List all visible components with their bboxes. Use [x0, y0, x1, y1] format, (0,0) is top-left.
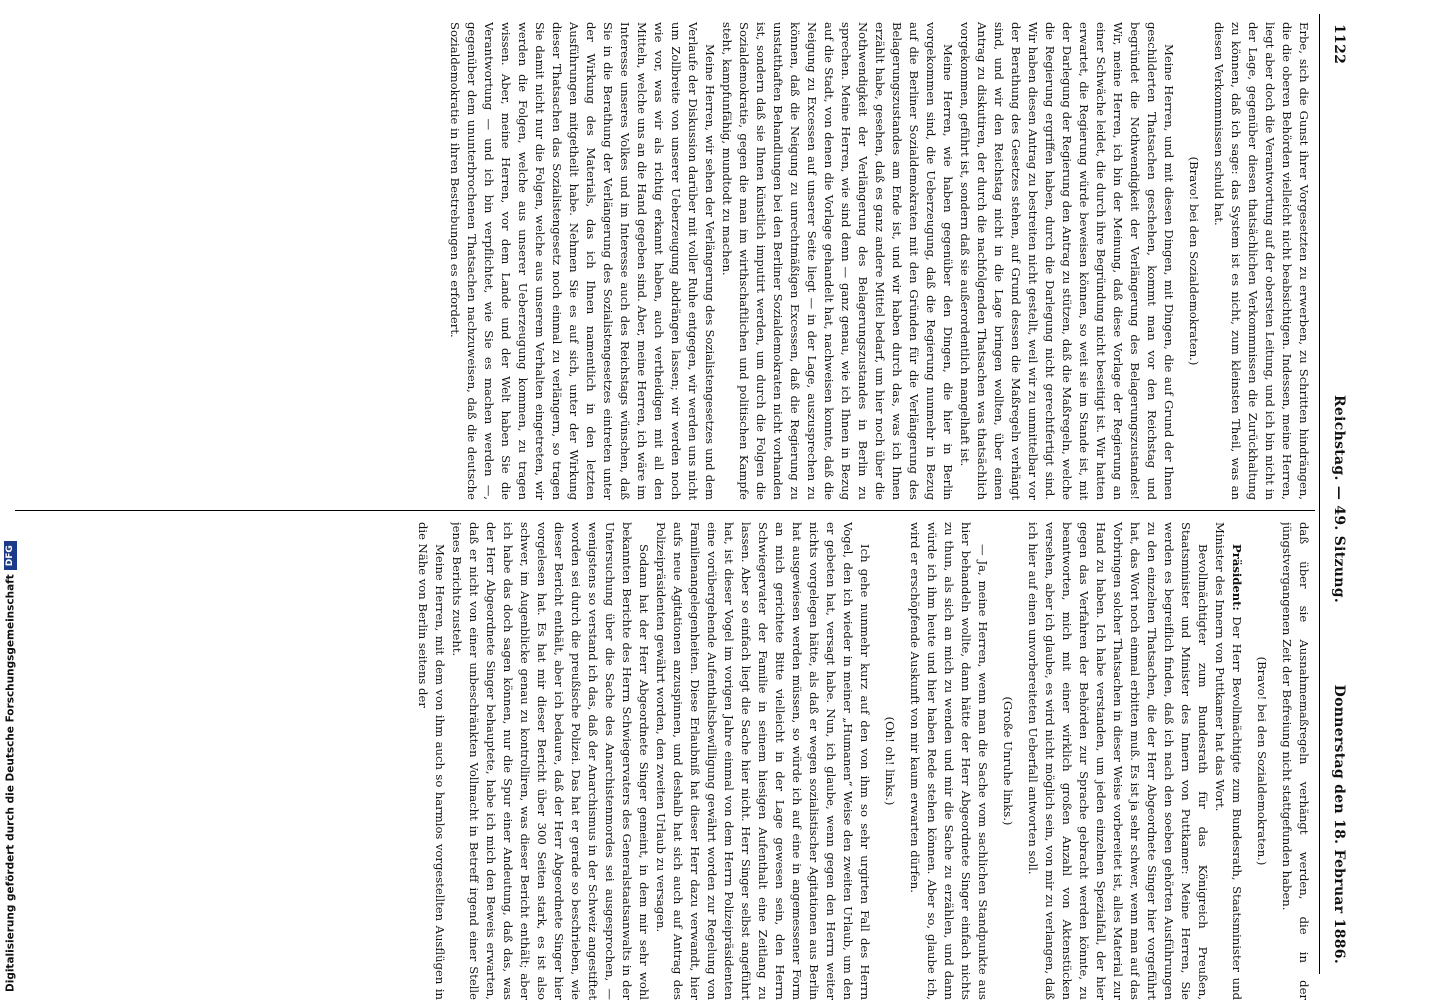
paragraph: Sodann hat der Herr Abgeordnete Singer gemeint, in dem mir sehr wohl bekannten Berichte des Herrn Schwiegervaters des Generalstaatsanwalts in der Untersuchung über die Sache des Anarchistenmordes sei ausgesprochen, — wenigstens so verstand ich das, daß der Anarchismus in der Schweiz angestiftet worden sei durch die preußische Polizei. Das hat er gerade so beschrieben, wie dieser Bericht enthält, aber ich bedaure, daß der Herr Abgeordnete Singer hier vorgelesen hat. Es hat mir dieser Bericht über 300 Seiten stark, es ist also schwer, im Augenblicke genau zu kontrolliren, was dieser Bericht enthält; aber ich habe das doch sagen können, nur die Spur einer Andeutung, daß das, was der Herr Abgeordnete Singer behauptete, habe ich mich den Beweis erwarten, daß er nicht von einer unbeschränkten Vollmacht in Betreff irgend einer Stelle jenes Berichts zusteht. [450, 522, 651, 1000]
paragraph: Erbe, sich die Gunst ihrer Vorgesetzten zu erwerben, zu Schritten hindrängen, die die oberen Behörden vielleicht nicht beabsichtigen. Indessen, meine Herren, liegt aber doch die Verantwortung auf der obersten Leitung, und ich bin nicht in der Lage, gegenüber diesen thatsächlichen Verkommnissen die Zurückhaltung zu können, daß ich sage: das System ist es nicht, zum kleinsten Theil, was an diesen Verkommnissen schuld hat. [1212, 22, 1311, 500]
paragraph: Meine Herren, und mit diesen Dingen, mit Dingen, die auf Grund der Ihnen geschilderten Thatsachen geschehen, kommt man vor den Reichstag und begründet die Nothwendigkeit der Verlängerung des Belagerungszustandes! Wir, meine Herren, ich bin der Meinung, daß diese Vorlage der Regierung an einer Schwäche leidet, die durch ihre Begründung nicht beseitigt ist. Wir hatten erwartet, die Regierung würde beweisen können, so weit sie im Stande ist, mit der Darlegung der Regierung den Antrag zu stützen, daß die Maßregeln, welche die Regierung ergriffen haben, durch die Darlegung nicht gerechtfertigt sind. Wir haben diesen Antrag zu bestreiten nicht gestellt, weil wir zu unmittelbar vor der Berathung des Gesetzes stehen, auf Grund dessen die Maßregeln verhängt sind, und wir den Reichstag nicht in die Lage bringen wollten, über einen Antrag zu diskutiren, der durch die nachfolgenden Thatsachen was thatsächlich vorgekommen, geführt ist, sondern daß sie außerordentlich mangelhaft ist. [958, 22, 1176, 500]
interjection: (Oh! oh! links.) [883, 716, 897, 806]
interjection: (Bravo! bei den Sozialdemokraten.) [1255, 656, 1269, 866]
interjection: (Bravo! bei den Sozialdemokraten.) [1187, 156, 1201, 366]
speaker-text: Meine Herren, Sie werden es begreiflich finden, daß ich nach den soeben gehörten Ausführungen zu den einzelnen Thatsachen, die der Herr Abgeordnete Singer hier vorgeführt hat, das Wort noch einmal erbitten muß. Es ist ja sehr schwer, wenn man auf das Vorbringen solcher Thatsachen in dieser Weise vorbereitet ist, alles Material zur Hand zu haben. Ich habe verstanden, um jeden einzelnen Spezialfall, der hier gegen das Verfahren der Behörden zur Sprache gebracht werden könnte, zu beantworten, mich mit einer wirklich großen Anzahl von Aktenstücken versehen, aber ich glaube, es wird nicht möglich sein, von mir zu verlangen, daß ich hier auf einen unvorbereiteten Ueberfall antworten soll. [1026, 522, 1193, 1000]
speaker-text: Der Herr Bevollmächtigte zum Bundesrath, Staatsminister und Minister des Innern von Puttkamer hat das Wort. [1213, 522, 1244, 1000]
column-divider [15, 510, 1315, 511]
paragraph: Meine Herren, wie haben gegenüber den Dingen, die hier in Berlin vorgekommen sind, die Ueberzeugung, daß die Regierung nunmehr in Bezug auf die Berliner Sozialdemokraten mit den Gründen für die Verlängerung des Belagerungszustandes am Ende ist, und wir haben durch das, was ich Ihnen erzählt habe, gesehen, daß es ganz andere Mittel bedarf, um hier noch über die Nothwendigkeit der Verlängerung des Belagerungszustandes in Berlin zu sprechen. Meine Herren, wie sind denn — ganz genau, wie ich Ihnen in Bezug auf die Stadt, von denen die Vorlage gehandelt hat, nachweisen konnte, daß die Neigung zu Excessen auf unserer Seite liegt — in der Lage, auszusprechen zu können, daß die Neigung zu unrechtmäßigen Excessen, daß die Regierung zu unstatthaften Behandlungen bei den Berliner Sozialdemokraten nicht vorhanden ist, sondern daß sie Ihnen künstlich imputirt werden, um durch die Folgen die Sozialdemokratie, gegen die man im wirthschaftlichen und politischen Kampfe steht, kampfunfähig, mundtodt zu machen. [720, 22, 955, 500]
paragraph: Meine Herren, wir sehen der Verlängerung des Sozialistengesetzes und dem Verlaufe der Diskussion darüber mit voller Ruhe entgegen, wir werden uns nicht um Zollbreite von unserer Ueberzeugung abdrängen lassen; wir werden noch wie vor, was wir als richtig erkannt haben, auch vertheidigen mit all den Mitteln, welche uns an die Hand gegeben sind. Aber, meine Herren, ich wäre im Interesse unseres Volkes und im Interesse auch des Reichstags wünschen, daß Sie in die Berathung der Verlängerung des Sozialistengesetzes eintreten unter der Wirkung des Materials, das ich Ihnen namentlich in den letzten Ausführungen mitgetheilt habe. Nehmen Sie es auf sich, unter der Wirkung dieser Thatsachen das Sozialistengesetz noch einmal zu verlängern, so tragen Sie damit nicht nur die Folgen, welche aus unserem Verhalten eingetreten, wir werden die Folgen, welche aus unserer Ueberzeugung kommen, zu tragen wissen. Aber, meine Herren, vor dem Lande und der Welt haben Sie die Verantwortung — und ich bin verpflichtet, wie Sie es machen werden —, gegenüber dem ununterbrochenen Thatsachen nachzuweisen, daß die deutsche Sozialdemokratie in ihren Bestrebungen es erfordert. [448, 22, 717, 500]
speaker-paragraph [1211, 522, 1245, 1000]
speaker-name: Präsident: [1230, 544, 1244, 611]
right-column [22, 522, 1312, 1000]
session-date: Donnerstag den 18. Februar 1886. [1331, 684, 1347, 964]
running-header [1325, 24, 1347, 974]
paragraph: Ich gehe nunmehr kurz auf den von ihm so sehr urgirten Fall des Herrn Vogel, den ich wieder in meiner „Humanen“ Weise den zweiten Urlaub, um den er gebeten hat, versagt habe. Nun, ich glaube, wenn gegen den Herrn weiter nichts vorgelegen hätte, als daß er wegen sozialistischer Agitationen aus Berlin hat ausgewiesen werden müssen, so würde ich auf eine in angemessener Form an mich gerichtete Bitte vielleicht in der Lage gewesen sein, den Herrn Schwiegervater der Familie in seinem hiesigen Aufenthalt eine Zeitlang zu lassen. Aber so einfach liegt die Sache hier nicht. Herr Singer selbst angeführt hat, ist dieser Vogel im vorigen Jahre einmal von dem Herrn Polizeipräsidenten eine vorübergehende Aufenthaltsbewilligung gewährt worden zur Regelung von Familienangelegenheiten. Diese Erlaubniß hat dieser Herr dazu verwandt, hier aufs neue Agitationen anzuspinnen, und deshalb hat sich auch auf Antrag des Polizeipräsidenten gewährt worden, den zweiten Urlaub zu versagen. [654, 522, 872, 1000]
interjection: (Große Unruhe links.) [1001, 696, 1015, 826]
speaker-intro: Bevollmächtigter zum Bundesrath für das Königreich Preußen, Staatsminister und Minister des Innern von Puttkamer: [1179, 522, 1210, 1000]
left-column [22, 22, 1312, 500]
dfg-logo-icon: DFG [4, 541, 17, 570]
session-title: Reichstag. — 49. Sitzung. [1331, 395, 1347, 603]
speaker-paragraph [1024, 522, 1211, 1000]
paragraph: Meine Herren, mit dem von ihm auch so harmlos vorgestellten Ausflügen in die Nähe von Berlin seitens der [416, 522, 447, 1000]
header-rule [1319, 14, 1320, 974]
page-number: 1122 [1331, 24, 1347, 65]
digitisation-credit [4, 541, 17, 992]
credit-text: Digitalisierung gefördert durch die Deutsche Forschungsgemeinschaft [4, 574, 17, 992]
paragraph: — Ja, meine Herren, wenn man die Sache vom sachlichen Standpunkte aus hier behandeln wollte, dann hätte der Herr Abgeordnete Singer einfach nichts zu thun, als sich an mich zu wenden und mir die Sache zu erzählen, und dann würde ich ihm heute und hier haben Rede stehen können. Aber so, glaube ich, wird er erschöpfende Auskunft von mir kaum erwarten dürfen. [908, 522, 990, 1000]
paragraph: daß über sie Ausnahmemaßregeln verhängt werden, die in der jüngstvergangenen Zeit der Befreiung nicht stattgefunden haben. [1280, 522, 1311, 1000]
